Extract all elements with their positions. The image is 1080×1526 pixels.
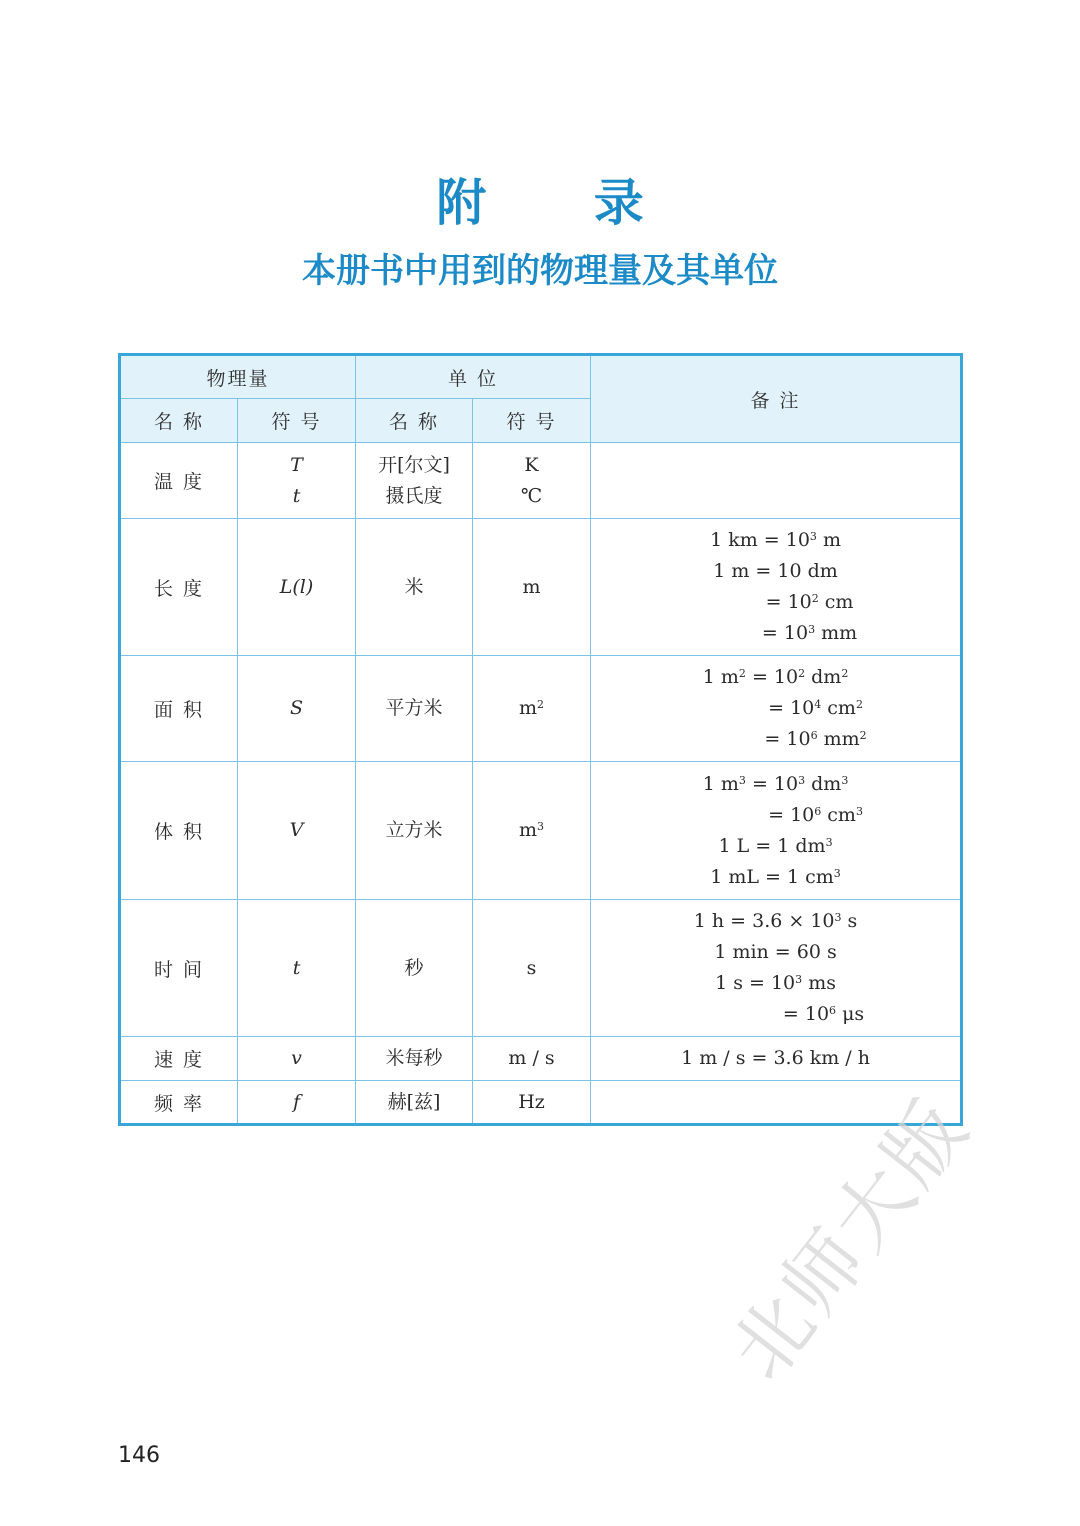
table-row: [120, 1037, 962, 1081]
remark-line: 1 m / s = 3.6 km / h: [681, 1047, 870, 1069]
quantity-symbol: [238, 1081, 356, 1125]
table-row: [120, 1081, 962, 1125]
unit-symbol-line: m: [522, 575, 541, 598]
quantity-symbol: [238, 762, 356, 900]
unit-symbol-line: $m^3$: [519, 819, 545, 841]
table-row: [120, 519, 962, 656]
unit-name: [356, 762, 473, 900]
header-unit-symbol: 符 号: [473, 399, 591, 443]
unit-name-line: 米每秒: [385, 1047, 443, 1069]
unit-symbol-line: K: [524, 453, 539, 476]
remark-line: 1 $s = 10^3$ ms: [715, 972, 836, 994]
unit-symbol: [473, 1037, 591, 1081]
quantity-name: 温 度: [120, 443, 238, 519]
page-subtitle: 本册书中用到的物理量及其单位: [302, 251, 778, 291]
unit-name: [356, 1037, 473, 1081]
remark-line: = $10^3$ mm: [761, 622, 858, 644]
quantity-name: 速 度: [120, 1037, 238, 1081]
remark-line: = $10^6$ $mm^2$: [764, 728, 867, 750]
unit-symbol-line: s: [526, 956, 537, 979]
unit-symbol: [473, 519, 591, 656]
unit-symbol-line: $m^2$: [519, 697, 545, 719]
unit-symbol-line: m / s: [508, 1047, 555, 1069]
quantity-symbol-line: V: [289, 819, 304, 841]
table-row: [120, 443, 962, 519]
unit-symbol-line: Hz: [518, 1090, 545, 1113]
quantity-symbol: [238, 1037, 356, 1081]
quantity-symbol-line: f: [292, 1090, 301, 1113]
remark-line: 1 $h = 3.6 \times 10^3$ s: [693, 910, 858, 932]
unit-name-line: 摄氏度: [385, 484, 443, 507]
quantity-name: 面 积: [120, 656, 238, 762]
header-quantity-name: 名 称: [120, 399, 238, 443]
unit-name-line: 立方米: [385, 819, 443, 841]
quantity-symbol-line: T: [290, 453, 303, 476]
quantity-symbol-line: t: [292, 956, 301, 979]
unit-name-line: 赫[兹]: [387, 1090, 441, 1113]
remarks: [591, 519, 962, 656]
table-body: [120, 443, 962, 1125]
remarks: [591, 656, 962, 762]
quantity-symbol: [238, 519, 356, 656]
unit-symbol: [473, 443, 591, 519]
remark-line: = $10^6$ μs: [782, 1003, 865, 1025]
remark-line: = $10^6$ $cm^3$: [768, 803, 863, 826]
quantity-name: 频 率: [120, 1081, 238, 1125]
header-unit-name: 名 称: [356, 399, 473, 443]
header-quantity-symbol: 符 号: [238, 399, 356, 443]
unit-name-line: 秒: [404, 956, 424, 979]
publisher-watermark: 北师大版: [714, 1082, 988, 1397]
remarks: [591, 900, 962, 1037]
table-row: [120, 656, 962, 762]
unit-symbol: [473, 762, 591, 900]
quantity-symbol: [238, 900, 356, 1037]
remark-line: 1 L = 1 $dm^3$: [718, 834, 833, 857]
appendix-title: 附 录: [436, 174, 644, 232]
table-row: [120, 900, 962, 1037]
unit-name: [356, 519, 473, 656]
unit-name-line: 米: [404, 575, 424, 598]
unit-symbol: [473, 656, 591, 762]
quantity-symbol: [238, 443, 356, 519]
remark-line: 1 $m^3 = 10^3$ $dm^3$: [702, 772, 849, 795]
unit-symbol: [473, 1081, 591, 1125]
unit-symbol-line: ℃: [520, 484, 543, 507]
remark-line: 1 mL = 1 $cm^3$: [710, 865, 841, 888]
unit-name-line: 开[尔文]: [378, 453, 450, 476]
unit-symbol: [473, 900, 591, 1037]
remark-line: 1 m = 10 dm: [713, 560, 838, 582]
quantity-symbol-line: S: [289, 697, 304, 719]
unit-name-line: 平方米: [385, 697, 443, 719]
remark-line: = $10^2$ cm: [765, 591, 854, 613]
quantity-name: 体 积: [120, 762, 238, 900]
quantity-name: 长 度: [120, 519, 238, 656]
header-remarks: 备 注: [591, 355, 962, 443]
remarks: [591, 762, 962, 900]
unit-name: [356, 443, 473, 519]
quantity-name: 时 间: [120, 900, 238, 1037]
quantity-symbol-line: t: [292, 484, 301, 507]
page-number: 146: [118, 1443, 160, 1468]
unit-name: [356, 1081, 473, 1125]
remarks: [591, 443, 962, 519]
remark-line: 1 $m^2 = 10^2$ $dm^2$: [702, 666, 849, 688]
header-quantity-group: 物理量: [120, 355, 356, 399]
unit-name: [356, 900, 473, 1037]
table-row: [120, 762, 962, 900]
header-unit-group: 单 位: [356, 355, 591, 399]
unit-name: [356, 656, 473, 762]
units-table: [118, 353, 963, 1126]
remark-line: 1 min = 60 s: [714, 941, 837, 963]
quantity-symbol: [238, 656, 356, 762]
remark-line: = $10^4$ $cm^2$: [768, 697, 863, 719]
quantity-symbol-line: L(l): [279, 575, 314, 598]
remark-line: 1 km = $10^3$ m: [710, 529, 841, 551]
quantity-symbol-line: v: [291, 1047, 302, 1069]
